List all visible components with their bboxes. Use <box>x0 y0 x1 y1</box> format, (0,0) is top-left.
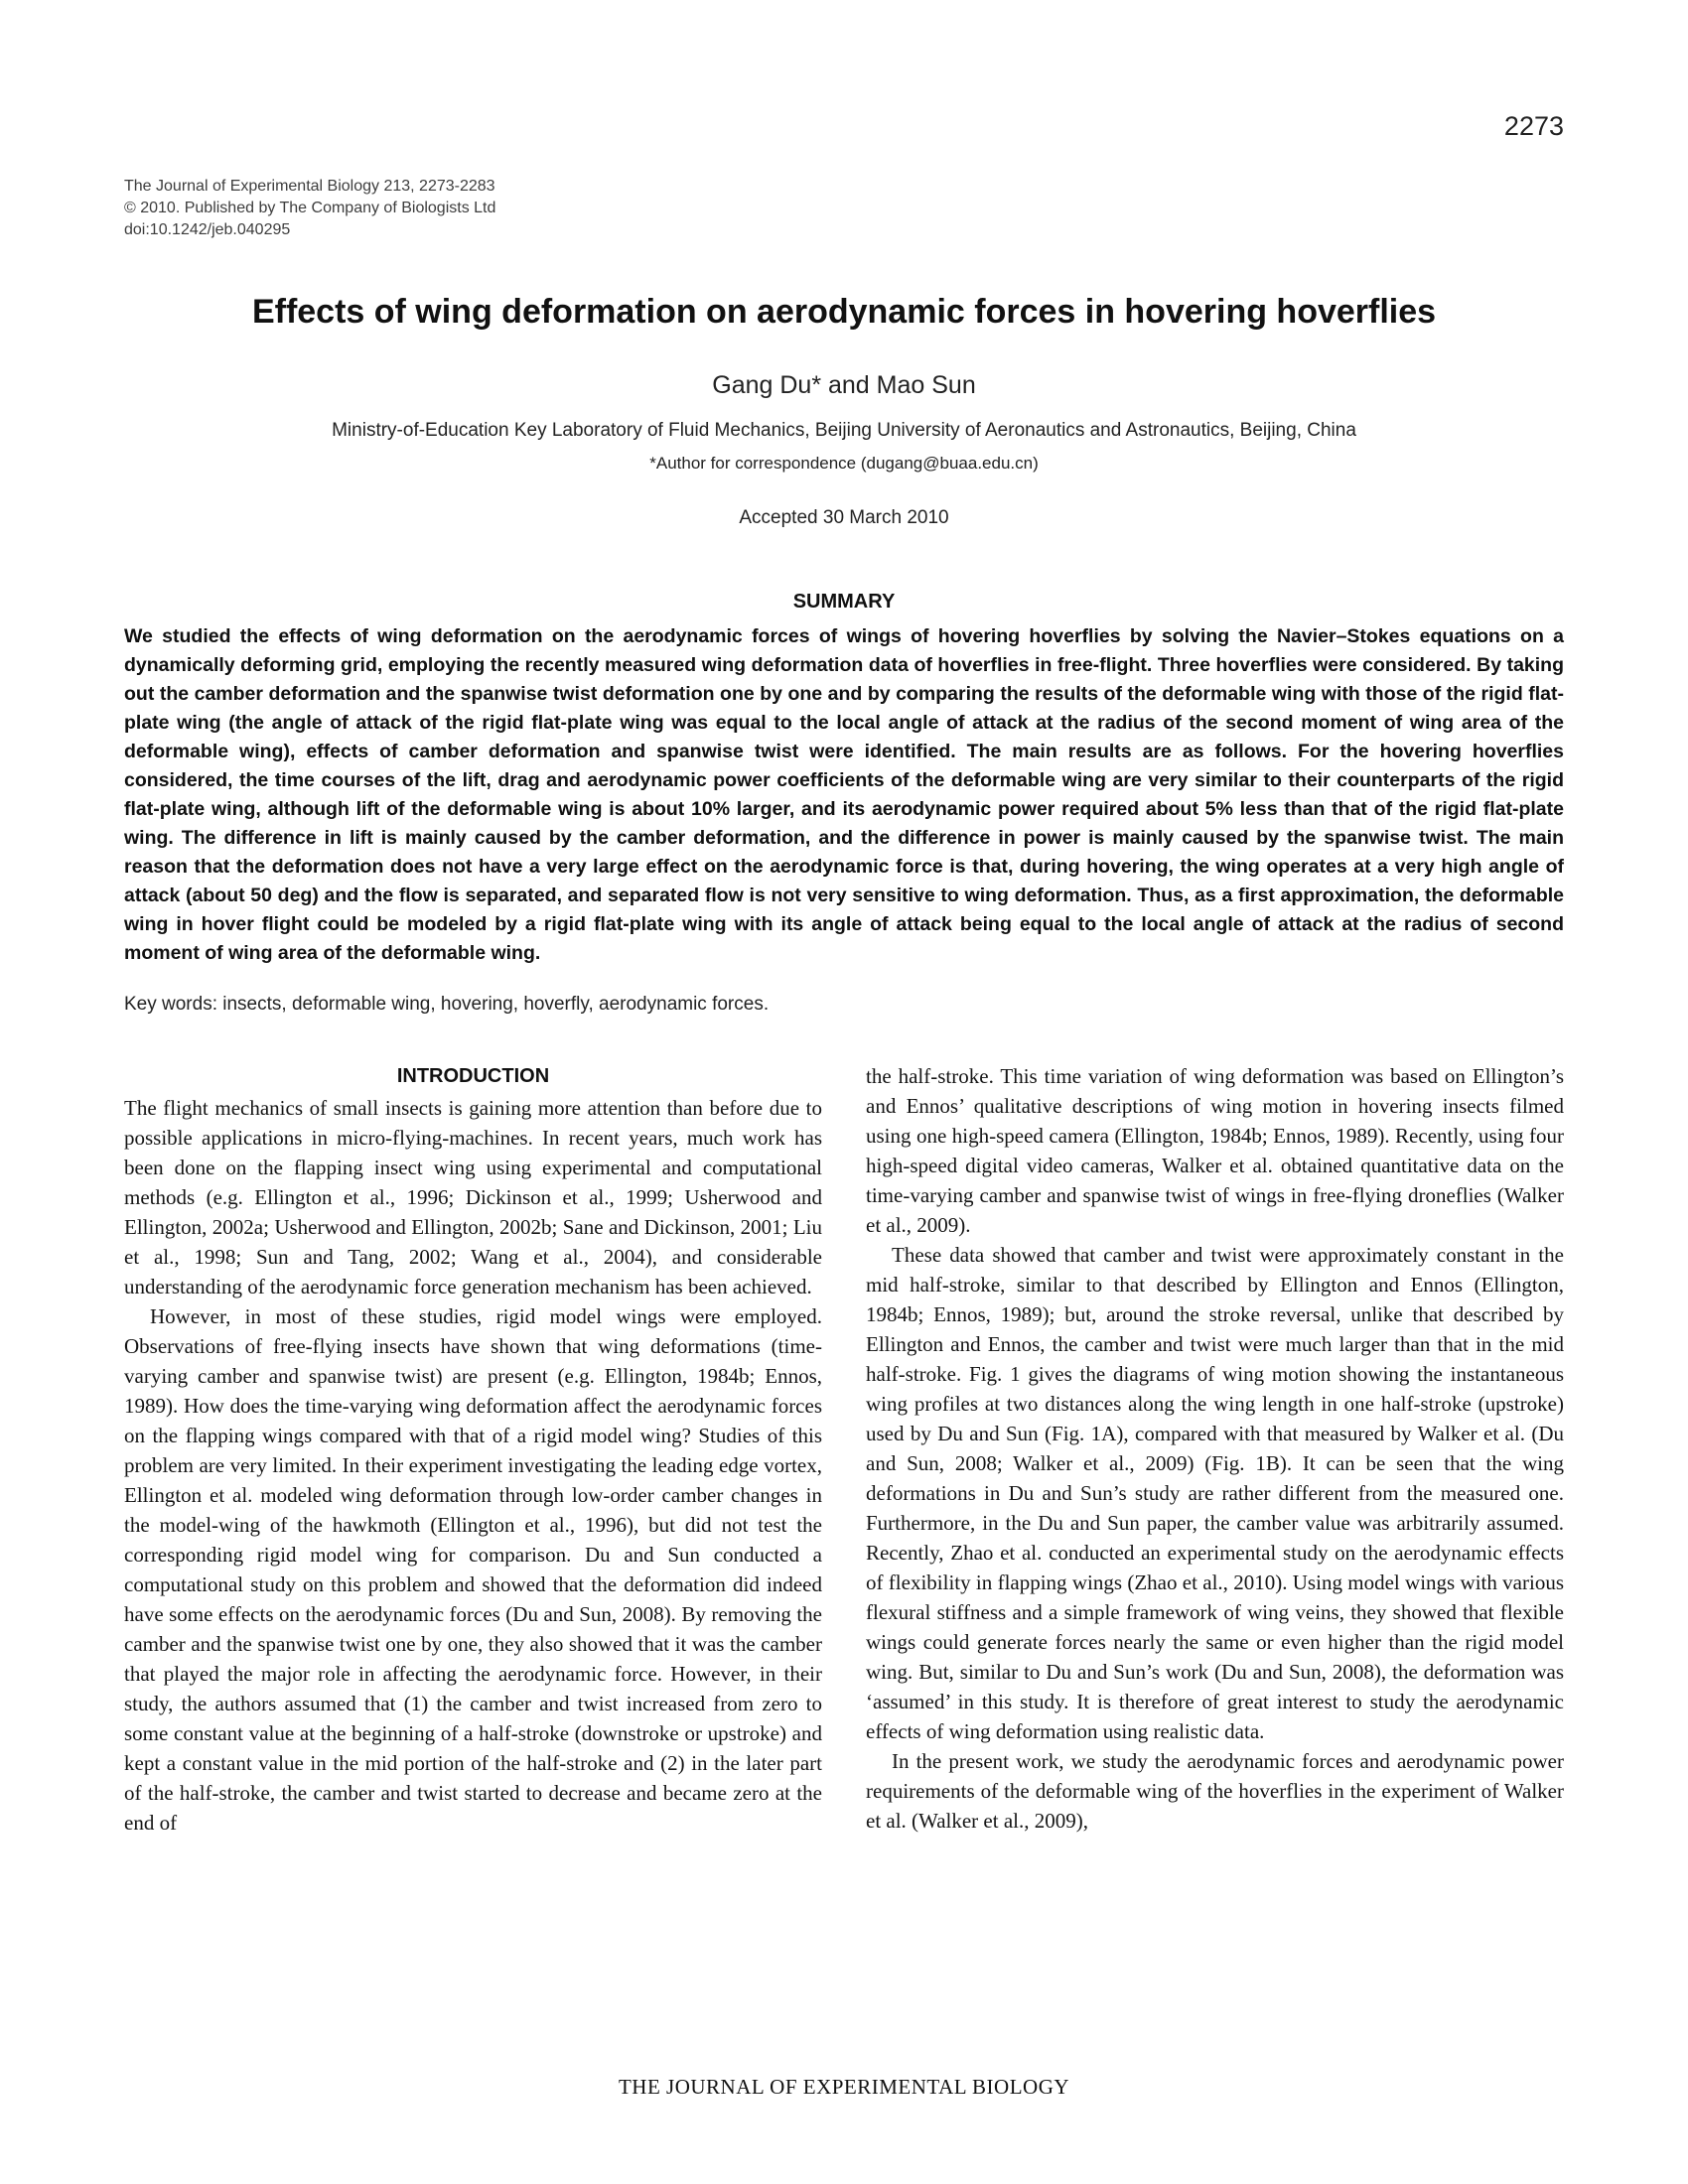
introduction-heading: INTRODUCTION <box>396 1065 550 1087</box>
left-column <box>124 1061 822 1838</box>
paragraph: In the present work, we study the aerodynamic forces and aerodynamic power requirements of the deformable wing of the hoverflies in the experiment of Walker et al. (Walker et al., 2009), <box>866 1749 1564 1833</box>
page-number: 2273 <box>1503 111 1564 141</box>
summary-text: We studied the effects of wing deformation on the aerodynamic forces of wings of hovering hoverflies by solving the Navier–Stokes equations on a dynamically deforming grid, employing the recently measured wing deformation data of hoverflies in free-flight. Three hoverflies were considered. By taking out the camber deformation and the spanwise twist deformation one by one and by comparing the results of the deformable wing with those of the rigid flat-plate wing (the angle of attack of the rigid flat-plate wing was equal to the local angle of attack at the radius of the second moment of wing area of the deformable wing), effects of camber deformation and spanwise twist were identified. The main results are as follows. For the hovering hoverflies considered, the time courses of the lift, drag and aerodynamic power coefficients of the deformable wing are very similar to their counterparts of the rigid flat-plate wing, although lift of the deformable wing is about 10% larger, and its aerodynamic power required about 5% less than that of the rigid flat-plate wing. The difference in lift is mainly caused by the camber deformation, and the difference in power is mainly caused by the spanwise twist. The main reason that the deformation does not have a very large effect on the aerodynamic force is that, during hovering, the wing operates at a very high angle of attack (about 50 deg) and the flow is separated, and separated flow is not very sensitive to wing deformation. Thus, as a first approximation, the deformable wing in hover flight could be modeled by a rigid flat-plate wing with its angle of attack being equal to the local angle of attack at the radius of second moment of wing area of the deformable wing. <box>124 625 1564 964</box>
paragraph: These data showed that camber and twist were approximately constant in the mid half-stroke, similar to that described by Ellington and Ennos (Ellington, 1984b; Ennos, 1989); but, around the stroke reversal, unlike that described by Ellington and Ennos, the camber and twist were much larger than that in the mid half-stroke. Fig. 1 gives the diagrams of wing motion showing the instantaneous wing profiles at two distances along the wing length in one half-stroke (upstroke) used by Du and Sun (Fig. 1A), compared with that measured by Walker et al. (Du and Sun, 2008; Walker et al., 2009) (Fig. 1B). It can be seen that the wing deformations in Du and Sun’s study are rather different from the measured one. Furthermore, in the Du and Sun paper, the camber value was arbitrarily assumed. Recently, Zhao et al. conducted an experimental study on the aerodynamic effects of flexibility in flapping wings (Zhao et al., 2010). Using model wings with various flexural stiffness and a simple framework of wing veins, they showed that flexible wings could generate forces nearly the same or even higher than the rigid model wing. But, similar to Du and Sun’s work (Du and Sun, 2008), the deformation was ‘assumed’ in this study. It is therefore of great interest to study the aerodynamic effects of wing deformation using realistic data. <box>866 1243 1564 1743</box>
keywords-line: Key words: insects, deformable wing, hovering, hoverfly, aerodynamic forces. <box>124 994 770 1015</box>
accepted-date: Accepted 30 March 2010 <box>739 507 949 528</box>
article-authors: Gang Du* and Mao Sun <box>712 371 976 399</box>
summary-heading: SUMMARY <box>792 591 896 613</box>
right-column <box>866 1061 1564 1838</box>
article-title: Effects of wing deformation on aerodynamic forces in hovering hoverflies <box>251 293 1437 331</box>
running-footer: THE JOURNAL OF EXPERIMENTAL BIOLOGY <box>618 2075 1070 2099</box>
masthead-doi-line: doi:10.1242/jeb.040295 <box>124 221 291 238</box>
masthead <box>124 176 1564 241</box>
paragraph: However, in most of these studies, rigid model wings were employed. Observations of free-flying insects have shown that wing deformations (time-varying camber and spanwise twist) are present (e.g. Ellington, 1984b; Ennos, 1989). How does the time-varying wing deformation affect the aerodynamic forces on the flapping wings compared with that of a rigid model wing? Studies of this problem are very limited. In their experiment investigating the leading edge vortex, Ellington et al. modeled wing deformation through low-order camber changes in the model-wing of the hawkmoth (Ellington et al., 1996), but did not test the corresponding rigid model wing for comparison. Du and Sun conducted a computational study on this problem and showed that the deformation did indeed have some effects on the aerodynamic forces (Du and Sun, 2008). By removing the camber and the spanwise twist one by one, they also showed that it was the camber that played the major role in affecting the aerodynamic force. However, in their study, the authors assumed that (1) the camber and twist increased from zero to some constant value at the beginning of a half-stroke (downstroke or upstroke) and kept a constant value in the mid portion of the half-stroke and (2) in the later part of the half-stroke, the camber and twist started to decrease and became zero at the end of <box>124 1304 822 1835</box>
correspondence-note: *Author for correspondence (dugang@buaa.edu.cn) <box>649 454 1039 473</box>
masthead-copyright-line: © 2010. Published by The Company of Biologists Ltd <box>124 200 496 216</box>
article-affiliation: Ministry-of-Education Key Laboratory of Fluid Mechanics, Beijing University of Aeronautics and Astronautics, Beijing, China <box>332 420 1356 441</box>
paragraph: The flight mechanics of small insects is gaining more attention than before due to possible applications in micro-flying-machines. In recent years, much work has been done on the flapping insect wing using experimental and computational methods (e.g. Ellington et al., 1996; Dickinson et al., 1999; Usherwood and Ellington, 2002a; Usherwood and Ellington, 2002b; Sane and Dickinson, 2001; Liu et al., 1998; Sun and Tang, 2002; Wang et al., 2004), and considerable understanding of the aerodynamic force generation mechanism has been achieved. <box>124 1096 822 1298</box>
masthead-journal-line: The Journal of Experimental Biology 213, 2273-2283 <box>124 178 495 195</box>
introduction-section <box>124 1061 1564 1838</box>
paragraph: the half-stroke. This time variation of wing deformation was based on Ellington’s and Ennos’ qualitative descriptions of wing motion in hovering insects filmed using one high-speed camera (Ellington, 1984b; Ennos, 1989). Recently, using four high-speed digital video cameras, Walker et al. obtained quantitative data on the time-varying camber and spanwise twist of wings in free-flying droneflies (Walker et al., 2009). <box>866 1064 1564 1237</box>
